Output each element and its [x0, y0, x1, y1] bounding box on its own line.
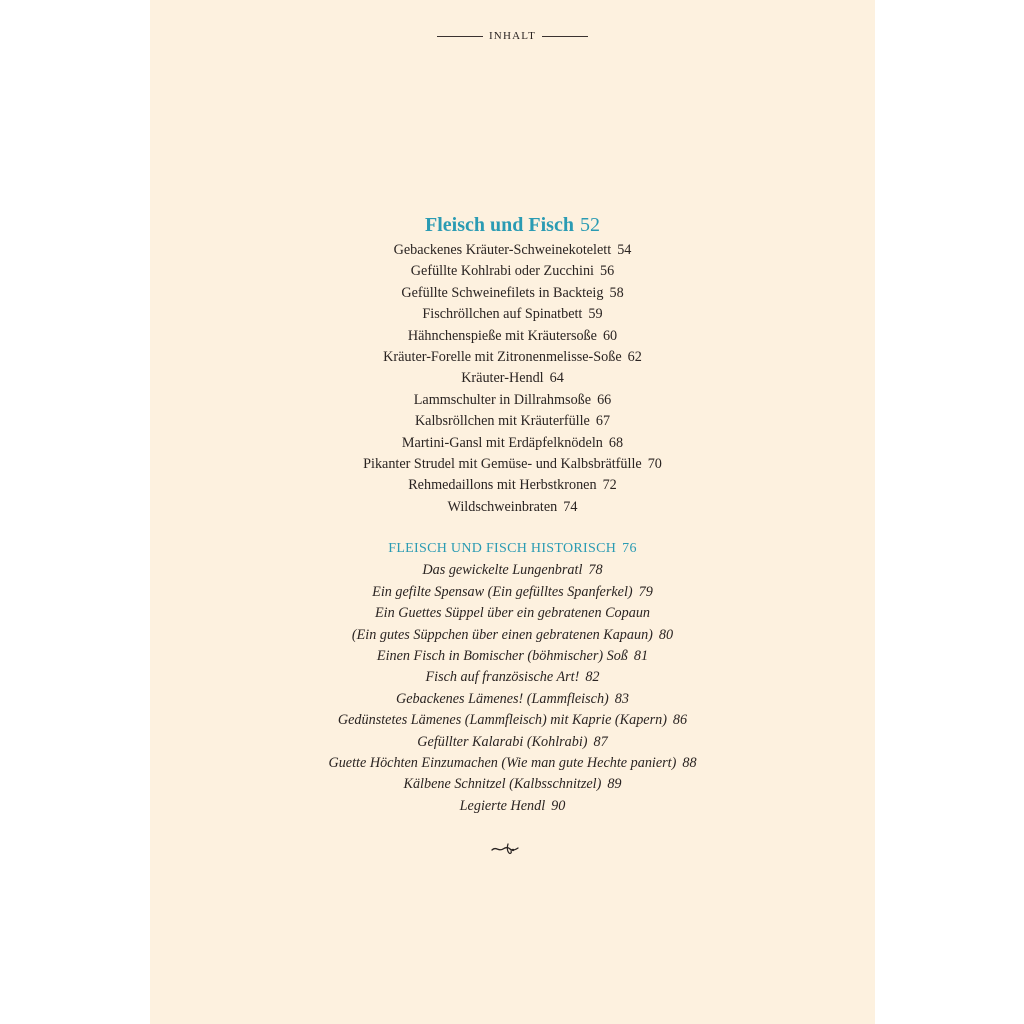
toc-entry-page: 89: [607, 776, 622, 793]
toc-entry-title: Rehmedaillons mit Herbstkronen: [408, 477, 597, 494]
toc-entry-title: Gefüllte Kohlrabi oder Zucchini: [410, 263, 594, 280]
toc-entry-page: 79: [638, 583, 653, 600]
header-rule-left: [437, 36, 483, 37]
toc-entry: [150, 625, 875, 646]
toc-entry-title: Fisch auf französische Art!: [425, 669, 580, 686]
toc-entry-title: Ein Guettes Süppel über ein gebratenen Copaun: [374, 605, 651, 622]
toc-entry-title: Kälbene Schnitzel (Kalbsschnitzel): [403, 776, 602, 793]
toc-entry-page: 68: [608, 434, 624, 451]
toc-entry-page: 86: [672, 712, 688, 729]
toc-entry: [150, 796, 875, 817]
toc-entry: [150, 261, 875, 282]
toc-entry: [150, 497, 875, 518]
table-of-contents: [150, 210, 875, 817]
toc-entry-page: 67: [595, 413, 611, 430]
section-title-text: Fleisch und Fisch: [425, 214, 574, 236]
toc-entry-page: 56: [600, 263, 615, 280]
toc-entry-page: 59: [588, 306, 603, 323]
historical-title-page: 76: [622, 541, 637, 557]
toc-entry: [150, 304, 875, 325]
toc-entry-page: 54: [617, 242, 632, 258]
toc-entry: [150, 240, 875, 261]
toc-entry-page: 88: [682, 754, 697, 771]
toc-entry: [150, 475, 875, 496]
toc-entry-page: 80: [658, 626, 674, 643]
toc-entry-title: Gedünstetes Lämenes (Lammfleisch) mit Kaprie (Kapern): [337, 712, 667, 729]
toc-entry-page: 87: [593, 733, 608, 750]
toc-entry-title: Lammschulter in Dillrahmsoße: [413, 391, 592, 408]
header-label: INHALT: [488, 30, 537, 42]
toc-entry-page: 82: [585, 669, 600, 686]
historical-entry-list: [150, 560, 875, 817]
toc-entry-title: Kräuter-Hendl: [461, 370, 544, 387]
toc-entry-title: Das gewickelte Lungenbratl: [422, 562, 583, 579]
toc-entry: [150, 560, 875, 581]
toc-entry: [150, 710, 875, 731]
historical-title: [150, 538, 875, 560]
toc-entry: [150, 454, 875, 475]
toc-entry: [150, 689, 875, 710]
toc-entry-title: Legierte Hendl: [459, 797, 546, 814]
toc-entry: [150, 603, 875, 624]
book-page: [150, 0, 875, 1024]
toc-entry-page: 66: [597, 391, 612, 408]
toc-entry-page: 83: [614, 690, 629, 707]
toc-entry-page: 74: [563, 498, 578, 515]
toc-entry-title: Gebackenes Lämenes! (Lammfleisch): [396, 690, 609, 707]
section-entry-list: [150, 240, 875, 518]
toc-entry: [150, 326, 875, 347]
toc-entry-page: 81: [633, 647, 649, 664]
flourish-icon: [490, 838, 520, 858]
section-title-page: 52: [579, 214, 600, 236]
toc-entry: [150, 732, 875, 753]
toc-entry: [150, 368, 875, 389]
toc-entry-title: Gefüllter Kalarabi (Kohlrabi): [417, 733, 588, 750]
toc-entry-title: Pikanter Strudel mit Gemüse- und Kalbsbrätfülle: [363, 456, 642, 473]
toc-entry-page: 78: [588, 562, 603, 579]
toc-entry-title: Guette Höchten Einzumachen (Wie man gute Hechte paniert): [328, 754, 677, 771]
toc-entry-title: Kalbsröllchen mit Kräuterfülle: [414, 413, 590, 430]
toc-entry-title: (Ein gutes Süppchen über einen gebratenen Kapaun): [351, 626, 653, 643]
toc-entry: [150, 582, 875, 603]
toc-entry-title: Gebackenes Kräuter-Schweinekotelett: [393, 242, 612, 258]
toc-entry: [150, 390, 875, 411]
running-header: [150, 30, 875, 42]
toc-entry-title: Wildschweinbraten: [447, 498, 558, 515]
toc-entry-title: Hähnchenspieße mit Kräutersoße: [407, 327, 597, 344]
toc-entry-title: Fischröllchen auf Spinatbett: [422, 306, 583, 323]
historical-title-text: FLEISCH UND FISCH HISTORISCH: [388, 541, 617, 557]
toc-entry-title: Kräuter-Forelle mit Zitronenmelisse-Soße: [383, 349, 622, 366]
section-title: [150, 210, 875, 240]
toc-entry-page: 58: [609, 284, 624, 301]
toc-entry: [150, 283, 875, 304]
toc-entry: [150, 753, 875, 774]
toc-entry-title: Ein gefilte Spensaw (Ein gefülltes Spanferkel): [372, 583, 633, 600]
toc-entry-page: 90: [551, 797, 566, 814]
toc-entry-page: 72: [602, 477, 617, 494]
toc-entry-title: Gefüllte Schweinefilets in Backteig: [401, 284, 604, 301]
toc-entry-title: Martini-Gansl mit Erdäpfelknödeln: [401, 434, 603, 451]
toc-entry: [150, 347, 875, 368]
toc-entry: [150, 433, 875, 454]
toc-entry-page: 64: [549, 370, 564, 387]
toc-entry: [150, 411, 875, 432]
toc-entry-title: Einen Fisch in Bomischer (böhmischer) Soß: [376, 647, 628, 664]
toc-entry-page: 70: [647, 456, 662, 473]
header-rule-right: [542, 36, 588, 37]
toc-entry-page: 62: [627, 349, 642, 366]
toc-entry: [150, 774, 875, 795]
toc-entry: [150, 646, 875, 667]
toc-entry: [150, 667, 875, 688]
toc-entry-page: 60: [602, 327, 618, 344]
